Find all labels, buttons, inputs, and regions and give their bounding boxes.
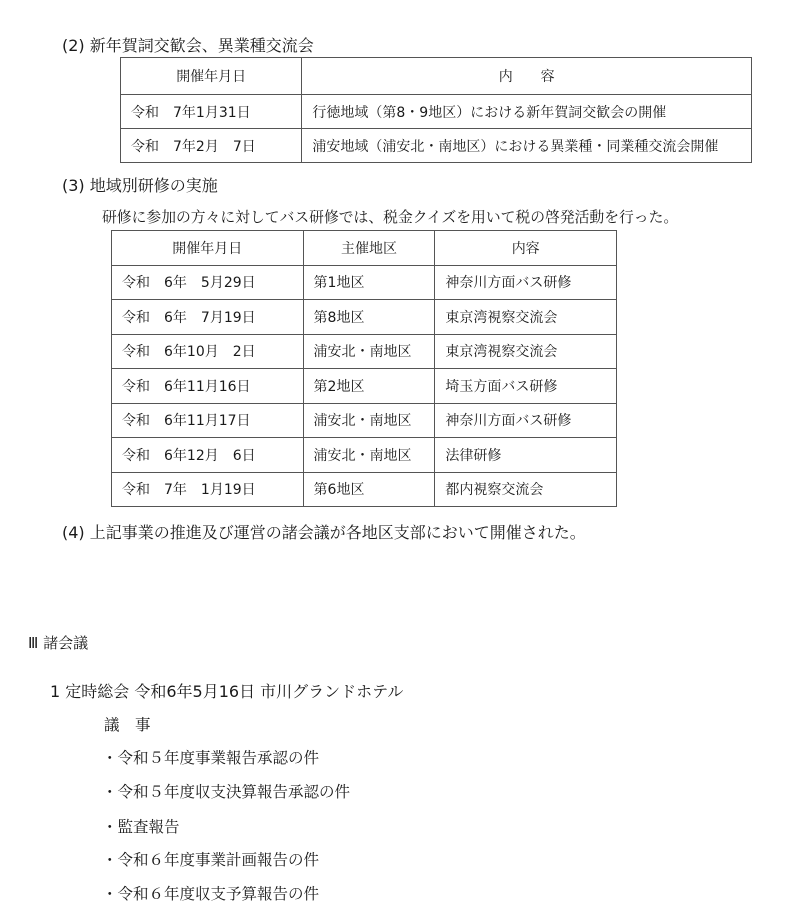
section2-heading: (2) 新年賀詞交歓会、異業種交流会 <box>62 36 314 55</box>
table-row <box>121 129 752 163</box>
column-header-date: 開催年月日 <box>121 58 302 95</box>
table-cell-date: 令和 6年11月16日 <box>112 369 304 404</box>
agenda-item: ・監査報告 <box>102 818 180 836</box>
table-row <box>112 438 617 473</box>
table-cell-date: 令和 6年12月 6日 <box>112 438 304 473</box>
table-cell-date: 令和 6年 5月29日 <box>112 265 304 300</box>
table-cell-date: 令和 6年11月17日 <box>112 403 304 438</box>
table-cell-content: 東京湾視察交流会 <box>435 300 617 335</box>
section3-intro: 研修に参加の方々に対してバス研修では、税金クイズを用いて税の啓発活動を行った。 <box>102 209 679 226</box>
section3-heading: (3) 地域別研修の実施 <box>62 176 218 195</box>
table-cell-district: 浦安北・南地区 <box>303 438 435 473</box>
agenda-item: ・令和６年度事業計画報告の件 <box>102 851 320 869</box>
new-year-events-table <box>120 57 752 163</box>
table-cell-content: 東京湾視察交流会 <box>435 334 617 369</box>
agenda-label: 議 事 <box>104 716 151 734</box>
agenda-item: ・令和６年度収支予算報告の件 <box>102 885 320 903</box>
table-cell-content: 埼玉方面バス研修 <box>435 369 617 404</box>
agenda-item: ・令和５年度事業報告承認の件 <box>102 749 320 767</box>
table-row <box>121 95 752 129</box>
table-row <box>112 472 617 507</box>
table-cell-district: 浦安北・南地区 <box>303 403 435 438</box>
table-cell-content: 法律研修 <box>435 438 617 473</box>
table-cell-district: 第1地区 <box>303 265 435 300</box>
column-header-host-district: 主催地区 <box>303 231 435 266</box>
table-cell-content: 神奈川方面バス研修 <box>435 265 617 300</box>
agenda-item: ・令和５年度収支決算報告承認の件 <box>102 783 351 801</box>
column-header-date: 開催年月日 <box>112 231 304 266</box>
table-cell-date: 令和 6年 7月19日 <box>112 300 304 335</box>
table-row <box>112 369 617 404</box>
table-header-row <box>112 231 617 266</box>
table-cell-district: 第8地区 <box>303 300 435 335</box>
table-row <box>112 334 617 369</box>
table-row <box>112 265 617 300</box>
table-cell-date: 令和 7年2月 7日 <box>121 129 302 163</box>
table-header-row <box>121 58 752 95</box>
table-cell-date: 令和 6年10月 2日 <box>112 334 304 369</box>
table-cell-date: 令和 7年 1月19日 <box>112 472 304 507</box>
table-cell-district: 浦安北・南地区 <box>303 334 435 369</box>
meeting1-heading: 1 定時総会 令和6年5月16日 市川グランドホテル <box>50 682 404 701</box>
regional-training-table <box>111 230 617 507</box>
section4-heading: (4) 上記事業の推進及び運営の諸会議が各地区支部において開催された。 <box>62 523 586 542</box>
chapter3-heading: Ⅲ 諸会議 <box>28 634 89 652</box>
table-cell-content: 浦安地域（浦安北・南地区）における異業種・同業種交流会開催 <box>302 129 752 163</box>
table-cell-content: 神奈川方面バス研修 <box>435 403 617 438</box>
column-header-content: 内 容 <box>302 58 752 95</box>
table-cell-content: 都内視察交流会 <box>435 472 617 507</box>
table-row <box>112 300 617 335</box>
table-cell-date: 令和 7年1月31日 <box>121 95 302 129</box>
table-row <box>112 403 617 438</box>
column-header-content: 内容 <box>435 231 617 266</box>
table-cell-district: 第6地区 <box>303 472 435 507</box>
table-cell-district: 第2地区 <box>303 369 435 404</box>
table-cell-content: 行徳地域（第8・9地区）における新年賀詞交歓会の開催 <box>302 95 752 129</box>
